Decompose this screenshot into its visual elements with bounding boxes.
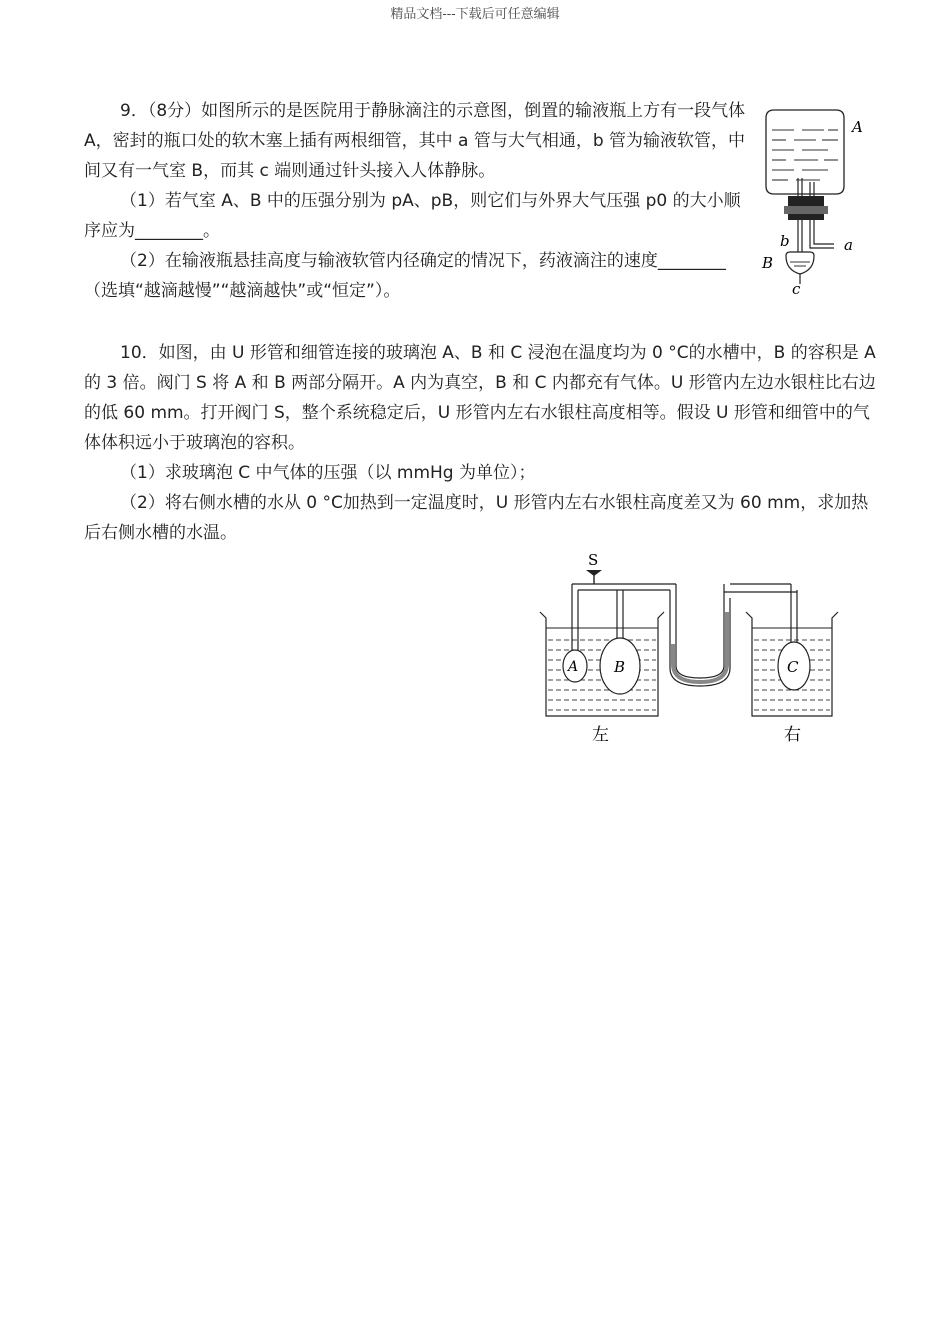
label-S: S (588, 551, 599, 569)
question-10-part-2: （2）将右侧水槽的水从 0 °C加热到一定温度时，U 形管内左右水银柱高度差又为 60 mm，求加热后右侧水槽的水温。 (84, 493, 869, 543)
label-left: 左 (592, 725, 609, 745)
label-right: 右 (784, 725, 801, 745)
label-a: a (844, 236, 853, 254)
label-C: C (787, 658, 799, 676)
label-b: b (780, 232, 790, 250)
label-A: A (568, 659, 579, 675)
u-tube-figure (536, 548, 842, 746)
question-9-part-2: （2）在输液瓶悬挂高度与输液软管内径确定的情况下，药液滴注的速度________（选填“越滴越慢”“越滴越快”或“恒定”）。 (84, 251, 726, 301)
question-10 (84, 338, 879, 548)
question-10-part-1: （1）求玻璃泡 C 中气体的压强（以 mmHg 为单位）； (120, 463, 536, 483)
label-B: B (762, 254, 774, 272)
question-9 (84, 96, 749, 306)
label-c: c (792, 280, 801, 298)
question-9-stem: 9．（8分）如图所示的是医院用于静脉滴注的示意图，倒置的输液瓶上方有一段气体 A，密封的瓶口处的软木塞上插有两根细管，其中 a 管与大气相通，b 管为输液软管，中间又有一气室 B，而其 c 端则通过针头接入人体静脉。 (84, 101, 746, 181)
question-9-part-1: （1）若气室 A、B 中的压强分别为 pA、pB，则它们与外界大气压强 p0 的大小顺序应为________。 (84, 191, 741, 241)
question-10-stem: 10．如图，由 U 形管和细管连接的玻璃泡 A、B 和 C 浸泡在温度均为 0 °C的水槽中，B 的容积是 A 的 3 倍。阀门 S 将 A 和 B 两部分隔开。A 内为真空，B 和 C 内都充有气体。U 形管内左边水银柱比右边的低 60 mm。打开阀门 S，整个系统稳定后，U 形管内左右水银柱高度相等。假设 U 形管和细管中的气体体积远小于玻璃泡的容积。 (84, 343, 876, 453)
page-header: 精品文档---下载后可任意编辑 (390, 7, 560, 22)
iv-drip-figure (758, 108, 870, 298)
label-A: A (852, 118, 863, 136)
label-B: B (614, 658, 626, 676)
